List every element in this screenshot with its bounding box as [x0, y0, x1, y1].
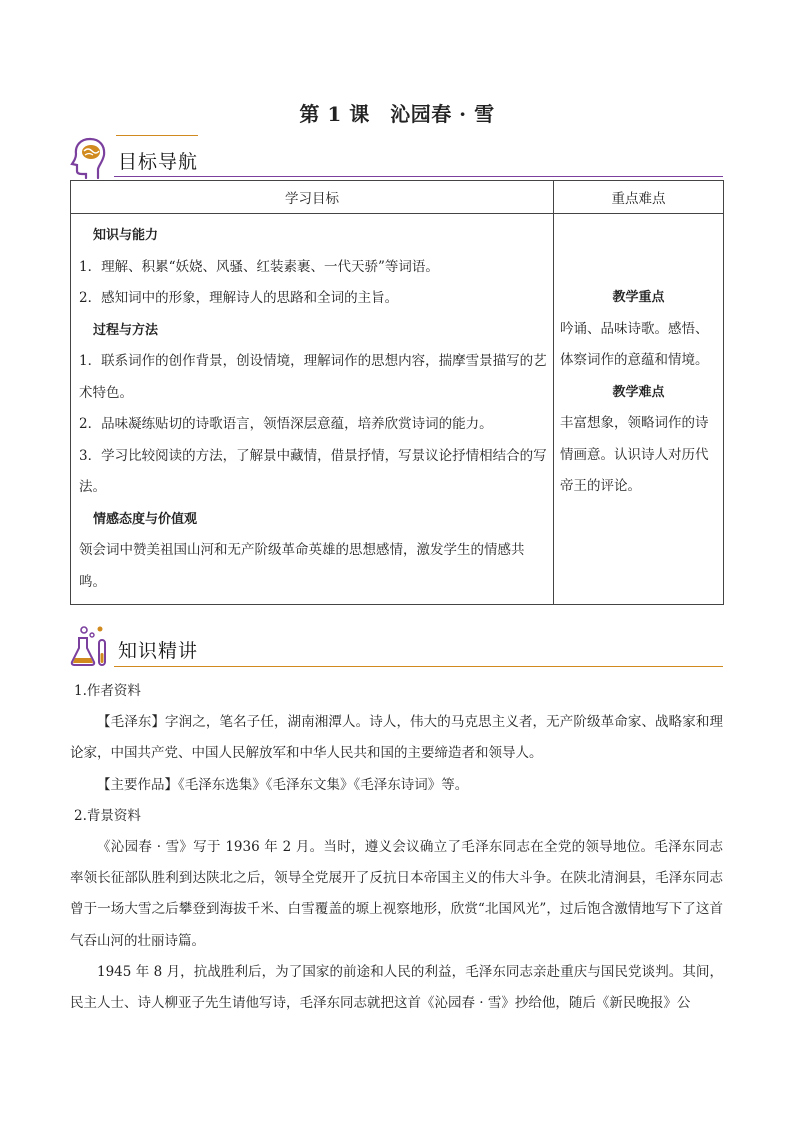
header-top-rule — [116, 135, 198, 136]
author-heading: 1.作者资料 — [74, 683, 141, 699]
goal-item: 3．学习比较阅读的方法，了解景中藏情，借景抒情，写景议论抒情相结合的写法。 — [79, 447, 547, 495]
table-header-keypoints: 重点难点 — [554, 181, 724, 214]
goal-item: 1．联系词作的创作背景，创设情境，理解词作的思想内容，揣摩雪景描写的艺术特色。 — [79, 353, 547, 401]
background-heading: 2.背景资料 — [74, 807, 141, 824]
works-paragraph: 【主要作品】《毛泽东选集》《毛泽东文集》《毛泽东诗词》等。 — [97, 776, 469, 793]
goal-subheading: 情感态度与价值观 — [93, 511, 198, 527]
keypoint-subheading: 教学重点 — [612, 290, 665, 305]
header-bottom-rule — [114, 176, 723, 177]
goal-subheading: 知识与能力 — [93, 228, 159, 243]
goal-item: 2．品味凝练贴切的诗歌语言，领悟深层意蕴，培养欣赏诗词的能力。 — [79, 416, 493, 432]
background-paragraph: 《沁园春 · 雪》写于 1936 年 2 月。当时，遵义会议确立了毛泽东同志在全党的领导地位。毛泽东同志率领长征部队胜利到达陕北之后，领导全党展开了反抗日本帝国主义的伟大斗争。在陕北清涧县，毛泽东同志曾于一场大雪之后攀登到海拔千米、白雪覆盖的塬上视察地形，欣赏“北国风光”，过后饱含激情地写下了这首气吞山河的壮丽诗篇。 — [70, 839, 723, 949]
difficulty-subheading: 教学难点 — [612, 384, 665, 400]
difficulty-text: 丰富想象，领略词作的诗情画意。认识诗人对历代帝王的评论。 — [560, 415, 709, 494]
goal-item: 领会词中赞美祖国山河和无产阶级革命英雄的思想感情，激发学生的情感共鸣。 — [79, 542, 525, 590]
keypoints-cell — [554, 214, 724, 605]
goal-subheading: 过程与方法 — [93, 322, 159, 338]
table-header-goals: 学习目标 — [71, 181, 554, 214]
section-header-knowledge — [70, 624, 723, 668]
section-heading-goals: 目标导航 — [118, 151, 199, 173]
goal-item: 1．理解、积累“妖娆、风骚、红装素裹、一代天骄”等词语。 — [79, 258, 439, 275]
section-header-goals — [70, 135, 723, 179]
goals-table — [70, 180, 724, 605]
goals-cell — [71, 214, 554, 605]
keypoint-text: 吟诵、品味诗歌。感悟、体察词作的意蕴和情境。 — [560, 320, 709, 368]
knowledge-body — [70, 676, 723, 1019]
goal-item: 2．感知词中的形象，理解诗人的思路和全词的主旨。 — [79, 290, 399, 306]
head-brain-icon — [70, 135, 114, 179]
section-heading-knowledge: 知识精讲 — [118, 640, 199, 662]
lab-flask-icon — [70, 624, 114, 668]
background-paragraph: 1945 年 8 月，抗战胜利后，为了国家的前途和人民的利益，毛泽东同志亲赴重庆与国民党谈判。其间，民主人士、诗人柳亚子先生请他写诗，毛泽东同志就把这首《沁园春 · 雪》抄给他，随后《新民晚报》公 — [70, 963, 723, 1012]
header-bottom-rule — [114, 666, 723, 667]
author-paragraph: 【毛泽东】字润之，笔名子任，湖南湘潭人。诗人，伟大的马克思主义者，无产阶级革命家、战略家和理论家，中国共产党、中国人民解放军和中华人民共和国的主要缔造者和领导人。 — [70, 714, 723, 762]
page-title: 第 1 课 沁园春 · 雪 — [299, 102, 495, 126]
